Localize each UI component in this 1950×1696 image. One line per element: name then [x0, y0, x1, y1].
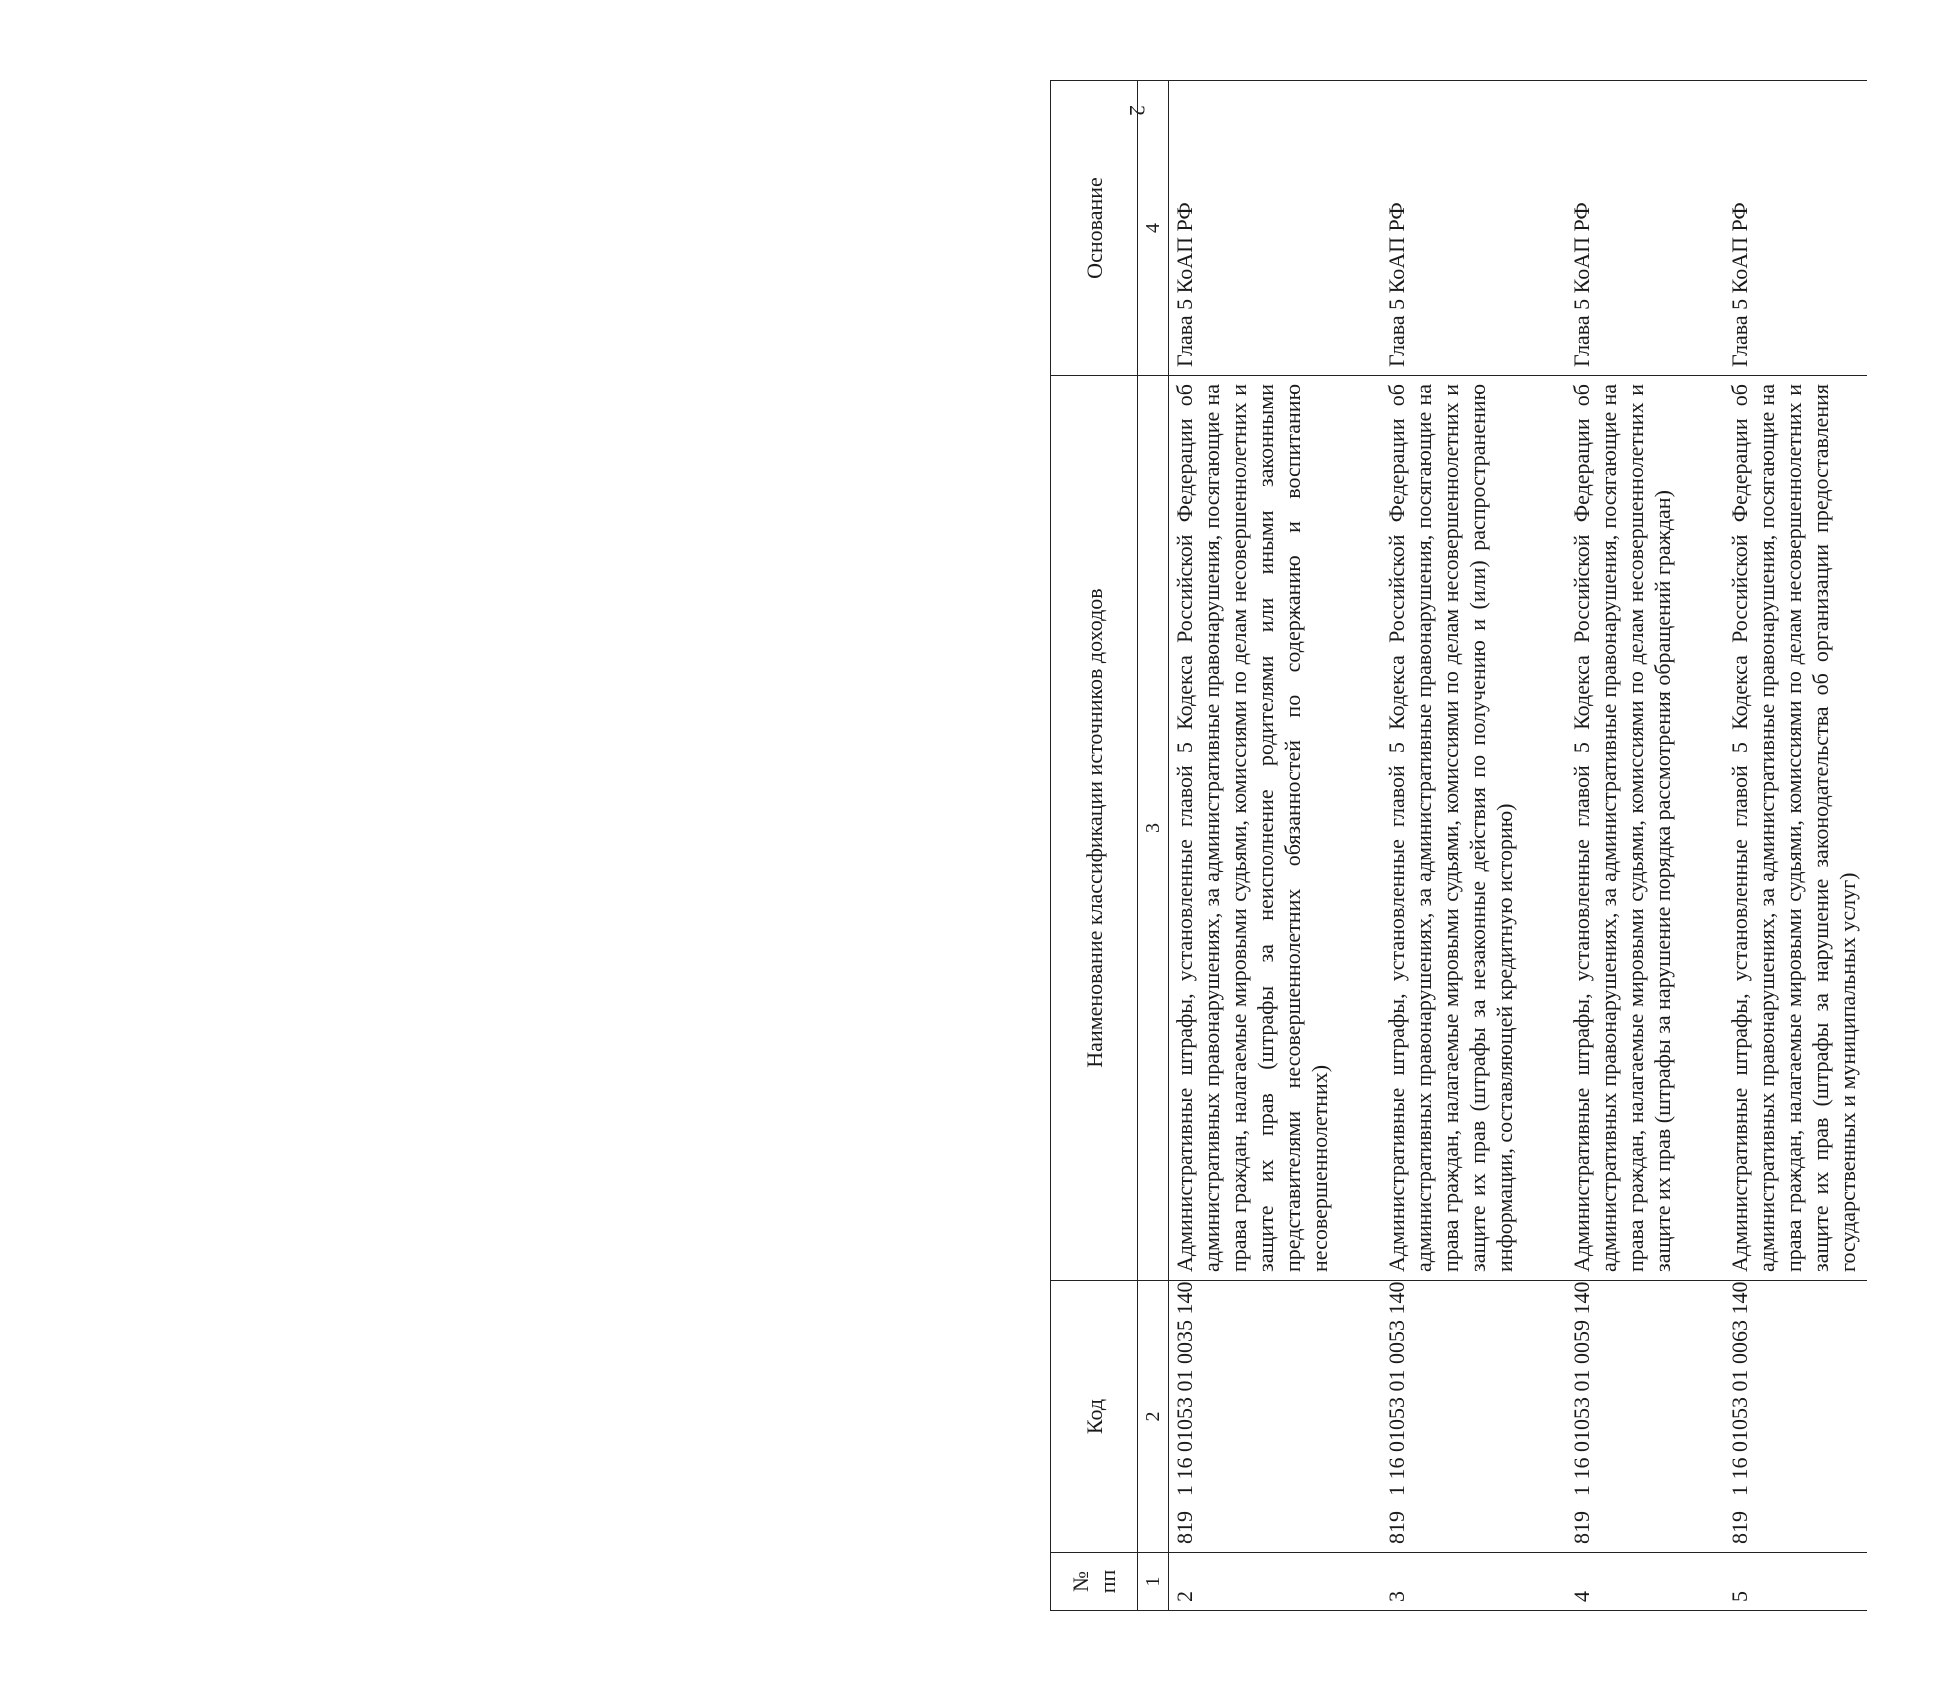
header-num: № пп	[1051, 1553, 1138, 1611]
legal-basis: Глава 5 КоАП РФ	[1169, 81, 1382, 376]
header-basis: Основание	[1051, 81, 1138, 376]
document-sheet	[1050, 81, 1950, 1611]
header-row	[1051, 81, 1138, 1611]
column-number: 2	[1138, 1281, 1169, 1553]
table-row	[1169, 81, 1382, 1611]
table-row	[1381, 81, 1566, 1611]
department-code: 819	[1727, 1511, 1752, 1544]
revenue-code-cell	[1724, 1281, 1867, 1553]
classification-name: Административные штрафы, установленные главой 5 Кодекса Российской Федерации об административных правонарушениях, за административные правонарушения, посягающие на права граждан, налагаемые мировыми судьями, комиссиями по делам несовершеннолетних и защите их прав (штрафы за неисполнение родителями или иными законными представителями несовершеннолетних обязанностей по содержанию и воспитанию несовершеннолетних)	[1169, 376, 1382, 1281]
classification-name: Административные штрафы, установленные главой 5 Кодекса Российской Федерации об административных правонарушениях, за административные правонарушения, посягающие на права граждан, налагаемые мировыми судьями, комиссиями по делам несовершеннолетних и защите их прав (штрафы за нарушение законодательства об организации предоставления государственных и муниципальных услуг)	[1724, 376, 1867, 1281]
column-number-row	[1138, 81, 1169, 1611]
revenue-code: 1 16 01053 01 0053 140	[1384, 1281, 1409, 1496]
revenue-code-cell	[1169, 1281, 1382, 1553]
revenue-code: 1 16 01053 01 0059 140	[1569, 1281, 1594, 1496]
table-row	[1566, 81, 1724, 1611]
revenue-code: 1 16 01053 01 0035 140	[1172, 1281, 1197, 1496]
column-number: 3	[1138, 376, 1169, 1281]
row-number: 5	[1724, 1553, 1867, 1611]
row-number: 3	[1381, 1553, 1566, 1611]
legal-basis: Глава 5 КоАП РФ	[1381, 81, 1566, 376]
classification-name: Административные штрафы, установленные главой 5 Кодекса Российской Федерации об административных правонарушениях, за административные правонарушения, посягающие на права граждан, налагаемые мировыми судьями, комиссиями по делам несовершеннолетних и защите их прав (штрафы за незаконные действия по получению и (или) распространению информации, составляющей кредитную историю)	[1381, 376, 1566, 1281]
header-name: Наименование классификации источников доходов	[1051, 376, 1138, 1281]
department-code: 819	[1569, 1511, 1594, 1544]
revenue-code-cell	[1566, 1281, 1724, 1553]
revenue-classification-table	[1050, 80, 1867, 1611]
department-code: 819	[1172, 1511, 1197, 1544]
row-number: 2	[1169, 1553, 1382, 1611]
row-number: 4	[1566, 1553, 1724, 1611]
header-code: Код	[1051, 1281, 1138, 1553]
revenue-code: 1 16 01053 01 0063 140	[1727, 1281, 1752, 1496]
column-number: 4	[1138, 81, 1169, 376]
column-number: 1	[1138, 1553, 1169, 1611]
revenue-code-cell	[1381, 1281, 1566, 1553]
page-number: 2	[1125, 105, 1150, 116]
legal-basis: Глава 5 КоАП РФ	[1566, 81, 1724, 376]
classification-name: Административные штрафы, установленные главой 5 Кодекса Российской Федерации об административных правонарушениях, за административные правонарушения, посягающие на права граждан, налагаемые мировыми судьями, комиссиями по делам несовершеннолетних и защите их прав (штрафы за нарушение порядка рассмотрения обращений граждан)	[1566, 376, 1724, 1281]
department-code: 819	[1384, 1511, 1409, 1544]
table-row	[1724, 81, 1867, 1611]
legal-basis: Глава 5 КоАП РФ	[1724, 81, 1867, 376]
